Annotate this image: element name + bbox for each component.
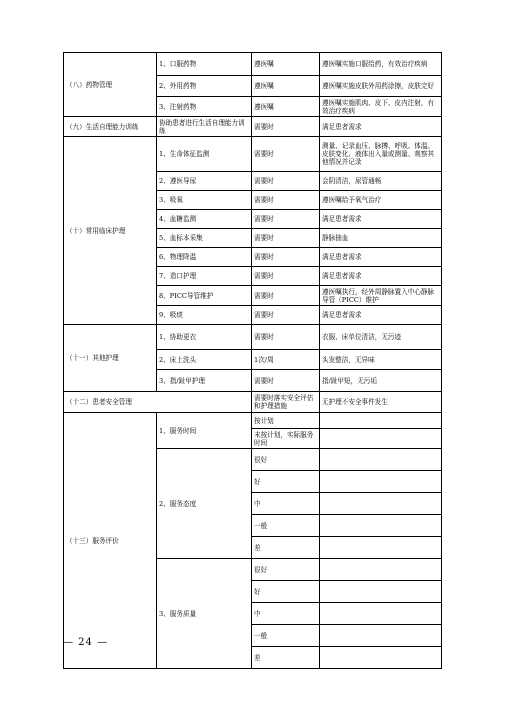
- description-cell: 衣服、床单位清洁，无污迹: [320, 325, 442, 350]
- frequency-cell: 需要时落实安全评估和护理措施: [252, 392, 320, 413]
- frequency-cell: 需要时: [252, 229, 320, 248]
- table-row: [64, 392, 442, 413]
- item-cell: 1、协助更衣: [157, 325, 252, 350]
- table-row: [64, 117, 442, 137]
- description-cell: 指/趾甲短，无污垢: [320, 370, 442, 392]
- item-cell: 7、造口护理: [157, 267, 252, 286]
- frequency-cell: 按计划: [252, 413, 320, 429]
- frequency-cell: 需要时: [252, 248, 320, 267]
- frequency-cell: 一般: [252, 625, 320, 647]
- item-cell: 2、床上洗头: [157, 350, 252, 370]
- item-cell: 1、服务时间: [157, 413, 252, 449]
- item-cell: 2、遵医导尿: [157, 172, 252, 191]
- description-cell: [320, 603, 442, 625]
- description-cell: 无护理不安全事件发生: [320, 392, 442, 413]
- frequency-cell: 1次/周: [252, 350, 320, 370]
- description-cell: 满足患者需求: [320, 210, 442, 229]
- frequency-cell: 需要时: [252, 286, 320, 306]
- frequency-cell: 需要时: [252, 210, 320, 229]
- frequency-cell: 需要时: [252, 306, 320, 325]
- item-cell: 1、口服药物: [157, 53, 252, 76]
- item-cell: 9、吸痰: [157, 306, 252, 325]
- description-cell: [320, 471, 442, 493]
- service-standard-table: [63, 52, 442, 669]
- category-cell: （八）药物管理: [64, 53, 157, 117]
- description-cell: 满足患者需求: [320, 267, 442, 286]
- frequency-cell: 遵医嘱: [252, 97, 320, 117]
- frequency-cell: 很好: [252, 559, 320, 581]
- frequency-cell: 需要时: [252, 370, 320, 392]
- frequency-cell: 未按计划，实际服务时间: [252, 429, 320, 449]
- frequency-cell: 需要时: [252, 137, 320, 172]
- item-cell: 3、吸氧: [157, 191, 252, 210]
- description-cell: 遵医嘱执行，经外周静脉置入中心静脉导管（PICC）维护: [320, 286, 442, 306]
- page-number: — 24 —: [63, 637, 109, 648]
- frequency-cell: 一般: [252, 515, 320, 537]
- frequency-cell: 好: [252, 471, 320, 493]
- description-cell: [320, 449, 442, 471]
- table-row: [64, 53, 442, 76]
- description-cell: 头发整洁，无异味: [320, 350, 442, 370]
- frequency-cell: 差: [252, 537, 320, 559]
- item-cell: 3、服务质量: [157, 559, 252, 669]
- category-cell: （九）生活自理能力训练: [64, 117, 157, 137]
- frequency-cell: 遵医嘱: [252, 76, 320, 97]
- frequency-cell: 需要时: [252, 117, 320, 137]
- item-cell: 3、指/趾甲护理: [157, 370, 252, 392]
- item-cell: 1、生命体征监测: [157, 137, 252, 172]
- frequency-cell: 很好: [252, 449, 320, 471]
- description-cell: 遵医嘱实施皮肤外用药涂擦，皮肤完好: [320, 76, 442, 97]
- description-cell: 满足患者需求: [320, 117, 442, 137]
- category-cell: （十）常用临床护理: [64, 137, 157, 325]
- frequency-cell: 需要时: [252, 172, 320, 191]
- category-cell: （十三）服务评价: [64, 413, 157, 669]
- frequency-cell: 中: [252, 603, 320, 625]
- description-cell: 测量、记录血压、脉搏、呼吸、体温、皮肤变化、液体出入量或测量、观察其他情况并记录: [320, 137, 442, 172]
- description-cell: 遵医嘱给予氧气治疗: [320, 191, 442, 210]
- description-cell: 满足患者需求: [320, 248, 442, 267]
- description-cell: [320, 413, 442, 429]
- item-cell: 5、血标本采集: [157, 229, 252, 248]
- description-cell: 遵医嘱实施口服给药，有效治疗疾病: [320, 53, 442, 76]
- description-cell: 会阴清洁，尿管通畅: [320, 172, 442, 191]
- description-cell: [320, 493, 442, 515]
- item-cell: 2、服务态度: [157, 449, 252, 559]
- item-cell: 2、外用药物: [157, 76, 252, 97]
- frequency-cell: 需要时: [252, 191, 320, 210]
- item-cell: 8、PICC导管维护: [157, 286, 252, 306]
- table-row: [64, 325, 442, 350]
- item-cell: 协助患者进行生活自理能力训练: [157, 117, 252, 137]
- description-cell: 静脉抽血: [320, 229, 442, 248]
- description-cell: [320, 625, 442, 647]
- description-cell: [320, 647, 442, 669]
- description-cell: 遵医嘱实施肌肉、皮下、皮内注射，有效治疗疾病: [320, 97, 442, 117]
- item-cell: 3、注射药物: [157, 97, 252, 117]
- frequency-cell: 差: [252, 647, 320, 669]
- category-cell: （十一）其他护理: [64, 325, 157, 392]
- description-cell: 满足患者需求: [320, 306, 442, 325]
- table-row: [64, 413, 442, 429]
- item-cell: 4、血糖监测: [157, 210, 252, 229]
- category-cell: （十二）患者安全管理: [64, 392, 252, 413]
- frequency-cell: 好: [252, 581, 320, 603]
- frequency-cell: 需要时: [252, 325, 320, 350]
- table-row: [64, 137, 442, 172]
- description-cell: [320, 581, 442, 603]
- description-cell: [320, 537, 442, 559]
- frequency-cell: 需要时: [252, 267, 320, 286]
- frequency-cell: 中: [252, 493, 320, 515]
- description-cell: [320, 515, 442, 537]
- frequency-cell: 遵医嘱: [252, 53, 320, 76]
- item-cell: 6、物理降温: [157, 248, 252, 267]
- description-cell: [320, 429, 442, 449]
- description-cell: [320, 559, 442, 581]
